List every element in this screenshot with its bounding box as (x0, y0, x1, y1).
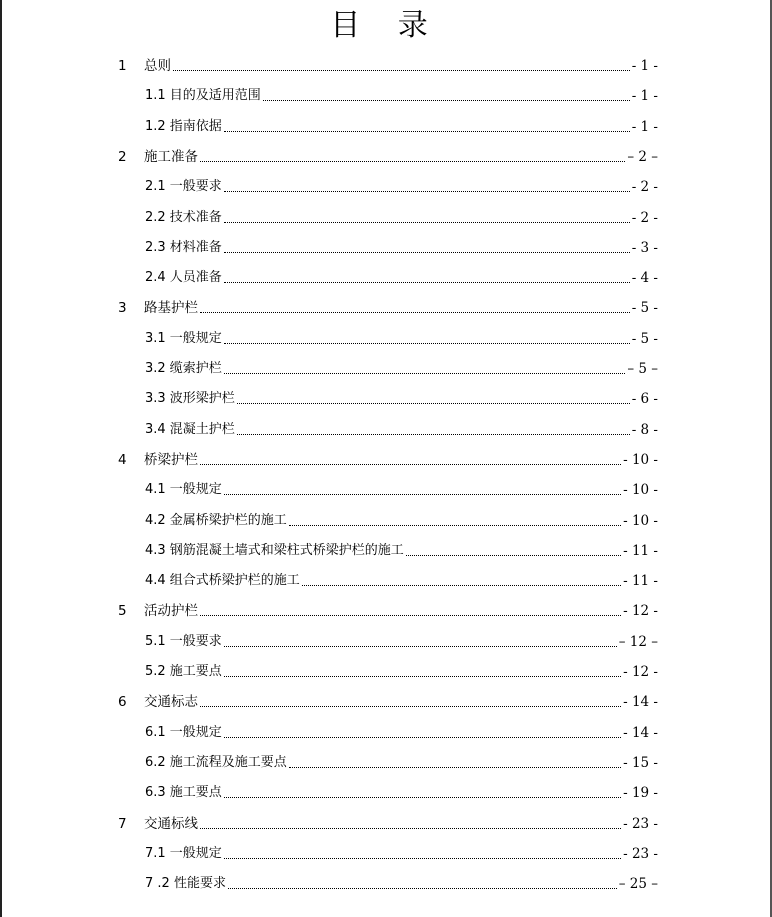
toc-entry[interactable] (118, 138, 658, 166)
toc-leader-dots (200, 827, 621, 829)
toc-entry[interactable] (118, 441, 658, 469)
toc-leader-dots (224, 342, 630, 344)
toc-chapter-text: 施工准备 (144, 148, 198, 165)
toc-entry-title: 6.1 一般规定 (145, 724, 222, 740)
toc-entry-title: 3.2 缆索护栏 (145, 361, 222, 376)
toc-entry[interactable] (145, 562, 658, 590)
toc-leader-dots (228, 887, 617, 889)
toc-leader-dots (224, 221, 630, 223)
toc-entry[interactable] (145, 835, 658, 863)
toc-leader-dots (224, 130, 630, 132)
toc-entry[interactable] (145, 259, 658, 287)
toc-chapter-text: 交通标线 (144, 815, 198, 832)
toc-entry[interactable] (118, 47, 658, 75)
toc-chapter-number: 2 (118, 148, 127, 165)
toc-page-number: - 8 - (631, 421, 658, 438)
toc-page-number: - 23 - (623, 845, 658, 862)
toc-page-number: - 15 - (623, 754, 658, 771)
toc-entry[interactable] (145, 865, 658, 893)
toc-chapter-number: 4 (118, 451, 127, 468)
toc-entry-title: 4.3 钢筋混凝土墙式和梁柱式桥梁护栏的施工 (145, 542, 404, 558)
toc-entry-title: 1.1 目的及适用范围 (145, 88, 261, 104)
toc-page-number: – 12 – (618, 633, 658, 650)
toc-leader-dots (224, 736, 621, 738)
toc-leader-dots (224, 251, 630, 253)
toc-entry[interactable] (145, 77, 658, 105)
toc-entry[interactable] (145, 350, 658, 378)
toc-entry-title: 6.2 施工流程及施工要点 (145, 754, 287, 770)
toc-page-number: - 4 - (631, 270, 658, 287)
toc-leader-dots (200, 160, 625, 162)
toc-leader-dots (289, 766, 621, 768)
toc-entry-title: 2.1 一般要求 (145, 179, 222, 195)
toc-leader-dots (224, 796, 621, 798)
toc-entry-title: 3.4 混凝土护栏 (145, 421, 235, 437)
toc-entry-title (118, 815, 198, 833)
toc-entry-title: 1.2 指南依据 (145, 118, 222, 134)
toc-leader-dots (200, 614, 621, 616)
toc-entry-title (118, 693, 198, 711)
toc-entry-title: 3.1 一般规定 (145, 330, 222, 346)
toc-entry-title (118, 451, 198, 469)
toc-entry[interactable] (145, 532, 658, 560)
toc-chapter-text: 总则 (144, 58, 171, 74)
toc-leader-dots (224, 493, 621, 495)
toc-page-number: - 2 - (631, 179, 658, 196)
toc-chapter-number: 7 (118, 815, 127, 832)
toc-page-number: - 1 - (631, 118, 658, 135)
toc-chapter-number: 6 (118, 694, 127, 711)
toc-page-number: - 1 - (631, 88, 658, 105)
toc-page-number: – 25 – (618, 876, 658, 893)
toc-page-number: - 6 - (631, 391, 658, 408)
toc-entry-title: 2.3 材料准备 (145, 239, 222, 255)
toc-entry[interactable] (145, 774, 658, 802)
toc-leader-dots (289, 524, 621, 526)
toc-leader-dots (263, 99, 630, 101)
toc-entry[interactable] (145, 744, 658, 772)
toc-leader-dots (200, 311, 630, 313)
toc-leader-dots (224, 645, 617, 647)
toc-page-number: - 11 - (623, 573, 658, 590)
toc-page-number: - 19 - (623, 785, 658, 802)
toc-chapter-text: 交通标志 (144, 694, 198, 711)
page-title: 目 录 (330, 8, 442, 43)
toc-entry[interactable] (145, 168, 658, 196)
toc-chapter-number: 1 (118, 58, 127, 74)
toc-leader-dots (237, 402, 630, 404)
toc-page-number: - 10 - (623, 482, 658, 499)
toc-page-number: - 5 - (631, 330, 658, 347)
toc-entry-title: 2.2 技术准备 (145, 209, 222, 225)
toc-entry-title (118, 299, 198, 317)
toc-page-number: - 12 - (623, 603, 658, 620)
toc-leader-dots (302, 584, 621, 586)
toc-entry-title: 3.3 波形梁护栏 (145, 391, 235, 407)
toc-entry-title (118, 602, 198, 620)
toc-entry-title: 4.2 金属桥梁护栏的施工 (145, 512, 287, 528)
toc-page-number: - 3 - (631, 239, 658, 256)
toc-entry-title (118, 148, 198, 166)
toc-chapter-text: 桥梁护栏 (144, 451, 198, 468)
toc-page-number: - 14 - (623, 694, 658, 711)
toc-page-number: - 1 - (631, 58, 658, 74)
toc-leader-dots (224, 675, 621, 677)
toc-page-number: - 5 - (631, 300, 658, 317)
toc-page-number: – 2 – (627, 148, 658, 165)
toc-chapter-text: 活动护栏 (144, 603, 198, 620)
toc-page-number: - 14 - (623, 724, 658, 741)
toc-entry-title: 5.1 一般要求 (145, 633, 222, 649)
toc-entry-title (118, 57, 171, 75)
toc-entry[interactable] (145, 653, 658, 681)
toc-entry-title: 7 .2 性能要求 (145, 876, 226, 892)
page-left-border (0, 0, 2, 917)
toc-entry-title: 6.3 施工要点 (145, 785, 222, 801)
toc-entry[interactable] (118, 289, 658, 317)
toc-leader-dots (224, 281, 630, 283)
toc-entry[interactable] (145, 380, 658, 408)
toc-entry-title: 5.2 施工要点 (145, 664, 222, 679)
toc-leader-dots (224, 372, 626, 374)
toc-entry[interactable] (145, 623, 658, 651)
toc-page-number: - 11 - (623, 542, 658, 559)
toc-entry[interactable] (145, 471, 658, 499)
toc-entry[interactable] (118, 592, 658, 620)
toc-entry-title: 2.4 人员准备 (145, 270, 222, 286)
toc-entry[interactable] (118, 683, 658, 711)
toc-entry-title: 4.1 一般规定 (145, 482, 222, 498)
toc-leader-dots (173, 69, 630, 71)
toc-chapter-number: 3 (118, 300, 127, 317)
toc-entry[interactable] (145, 199, 658, 227)
toc-page-number: - 2 - (631, 209, 658, 226)
toc-page-number: - 23 - (623, 815, 658, 832)
toc-leader-dots (406, 554, 621, 556)
toc-leader-dots (224, 190, 630, 192)
toc-entry-title: 7.1 一般规定 (145, 845, 222, 861)
toc-entry-title: 4.4 组合式桥梁护栏的施工 (145, 573, 300, 589)
toc-leader-dots (200, 705, 621, 707)
toc-leader-dots (237, 433, 630, 435)
toc-leader-dots (200, 463, 621, 465)
toc-entry[interactable] (145, 502, 658, 530)
toc-chapter-text: 路基护栏 (144, 300, 198, 317)
toc-page-number: - 10 - (623, 512, 658, 529)
toc-page-number: - 10 - (623, 451, 658, 468)
toc-entry[interactable] (145, 229, 658, 257)
toc-entry[interactable] (145, 411, 658, 439)
toc-entry[interactable] (118, 805, 658, 833)
toc-page-number: – 5 – (627, 361, 658, 377)
toc-leader-dots (224, 857, 621, 859)
toc-page-number: - 12 - (623, 664, 658, 680)
toc-entry[interactable] (145, 714, 658, 742)
toc-chapter-number: 5 (118, 603, 127, 620)
toc-entry[interactable] (145, 108, 658, 136)
toc-entry[interactable] (145, 320, 658, 348)
